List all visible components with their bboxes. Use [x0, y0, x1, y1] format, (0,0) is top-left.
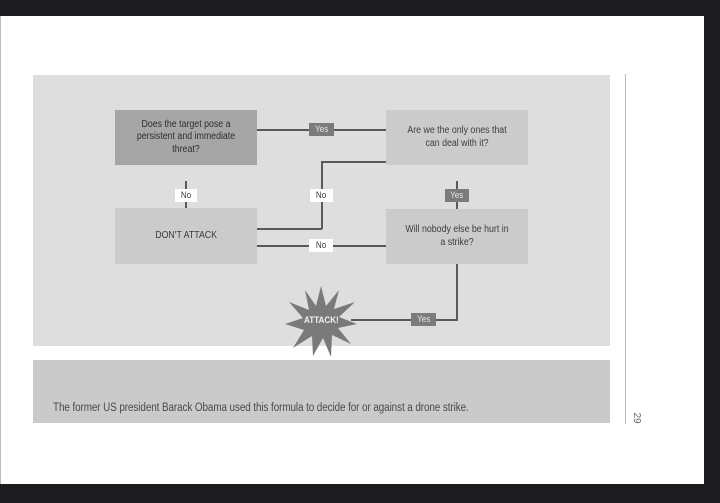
- edge-label-text: No: [180, 190, 192, 201]
- edge-label-text: Yes: [314, 124, 329, 135]
- edge-label-text: No: [316, 190, 327, 201]
- edge-label-text: No: [315, 240, 327, 251]
- edge-label-threat-no: [175, 189, 197, 202]
- edge-label-only-ones-no: [310, 189, 333, 202]
- edge-label-only-ones-yes: [445, 189, 469, 202]
- node-nobody-hurt-text: Will nobody else be hurt in a strike?: [405, 224, 509, 248]
- page-number: 29: [631, 412, 642, 424]
- figure-caption: The former US president Barack Obama used this formula to decide for or against a drone strike.: [53, 402, 469, 414]
- node-threat-text: Does the target pose a persistent and immediate threat?: [136, 118, 236, 155]
- connector-nobody-hurt-attack-h: [351, 319, 458, 321]
- caption-panel: [33, 360, 610, 423]
- node-threat-question: [115, 110, 257, 165]
- node-nobody-hurt-question: [386, 209, 528, 264]
- node-dont-attack: [115, 208, 257, 264]
- node-only-ones-question: [386, 110, 528, 165]
- document-page: [0, 16, 704, 484]
- connector-nobody-hurt-attack-v: [456, 264, 458, 320]
- connector-only-ones-no-h2: [257, 228, 322, 230]
- edge-label-threat-yes: [309, 123, 334, 136]
- edge-label-nobody-hurt-no: [309, 239, 333, 252]
- edge-label-nobody-hurt-yes: [411, 313, 436, 326]
- node-attack: [283, 315, 359, 326]
- node-attack-text: ATTACK!: [303, 315, 339, 326]
- edge-label-text: Yes: [416, 314, 431, 325]
- flowchart-panel: [33, 75, 610, 346]
- edge-label-text: Yes: [450, 190, 464, 201]
- node-only-ones-text: Are we the only ones that can deal with it?: [407, 125, 507, 149]
- node-dont-attack-text: DON'T ATTACK: [155, 229, 217, 241]
- margin-rule: [625, 74, 626, 424]
- connector-only-ones-no-h1: [321, 161, 386, 163]
